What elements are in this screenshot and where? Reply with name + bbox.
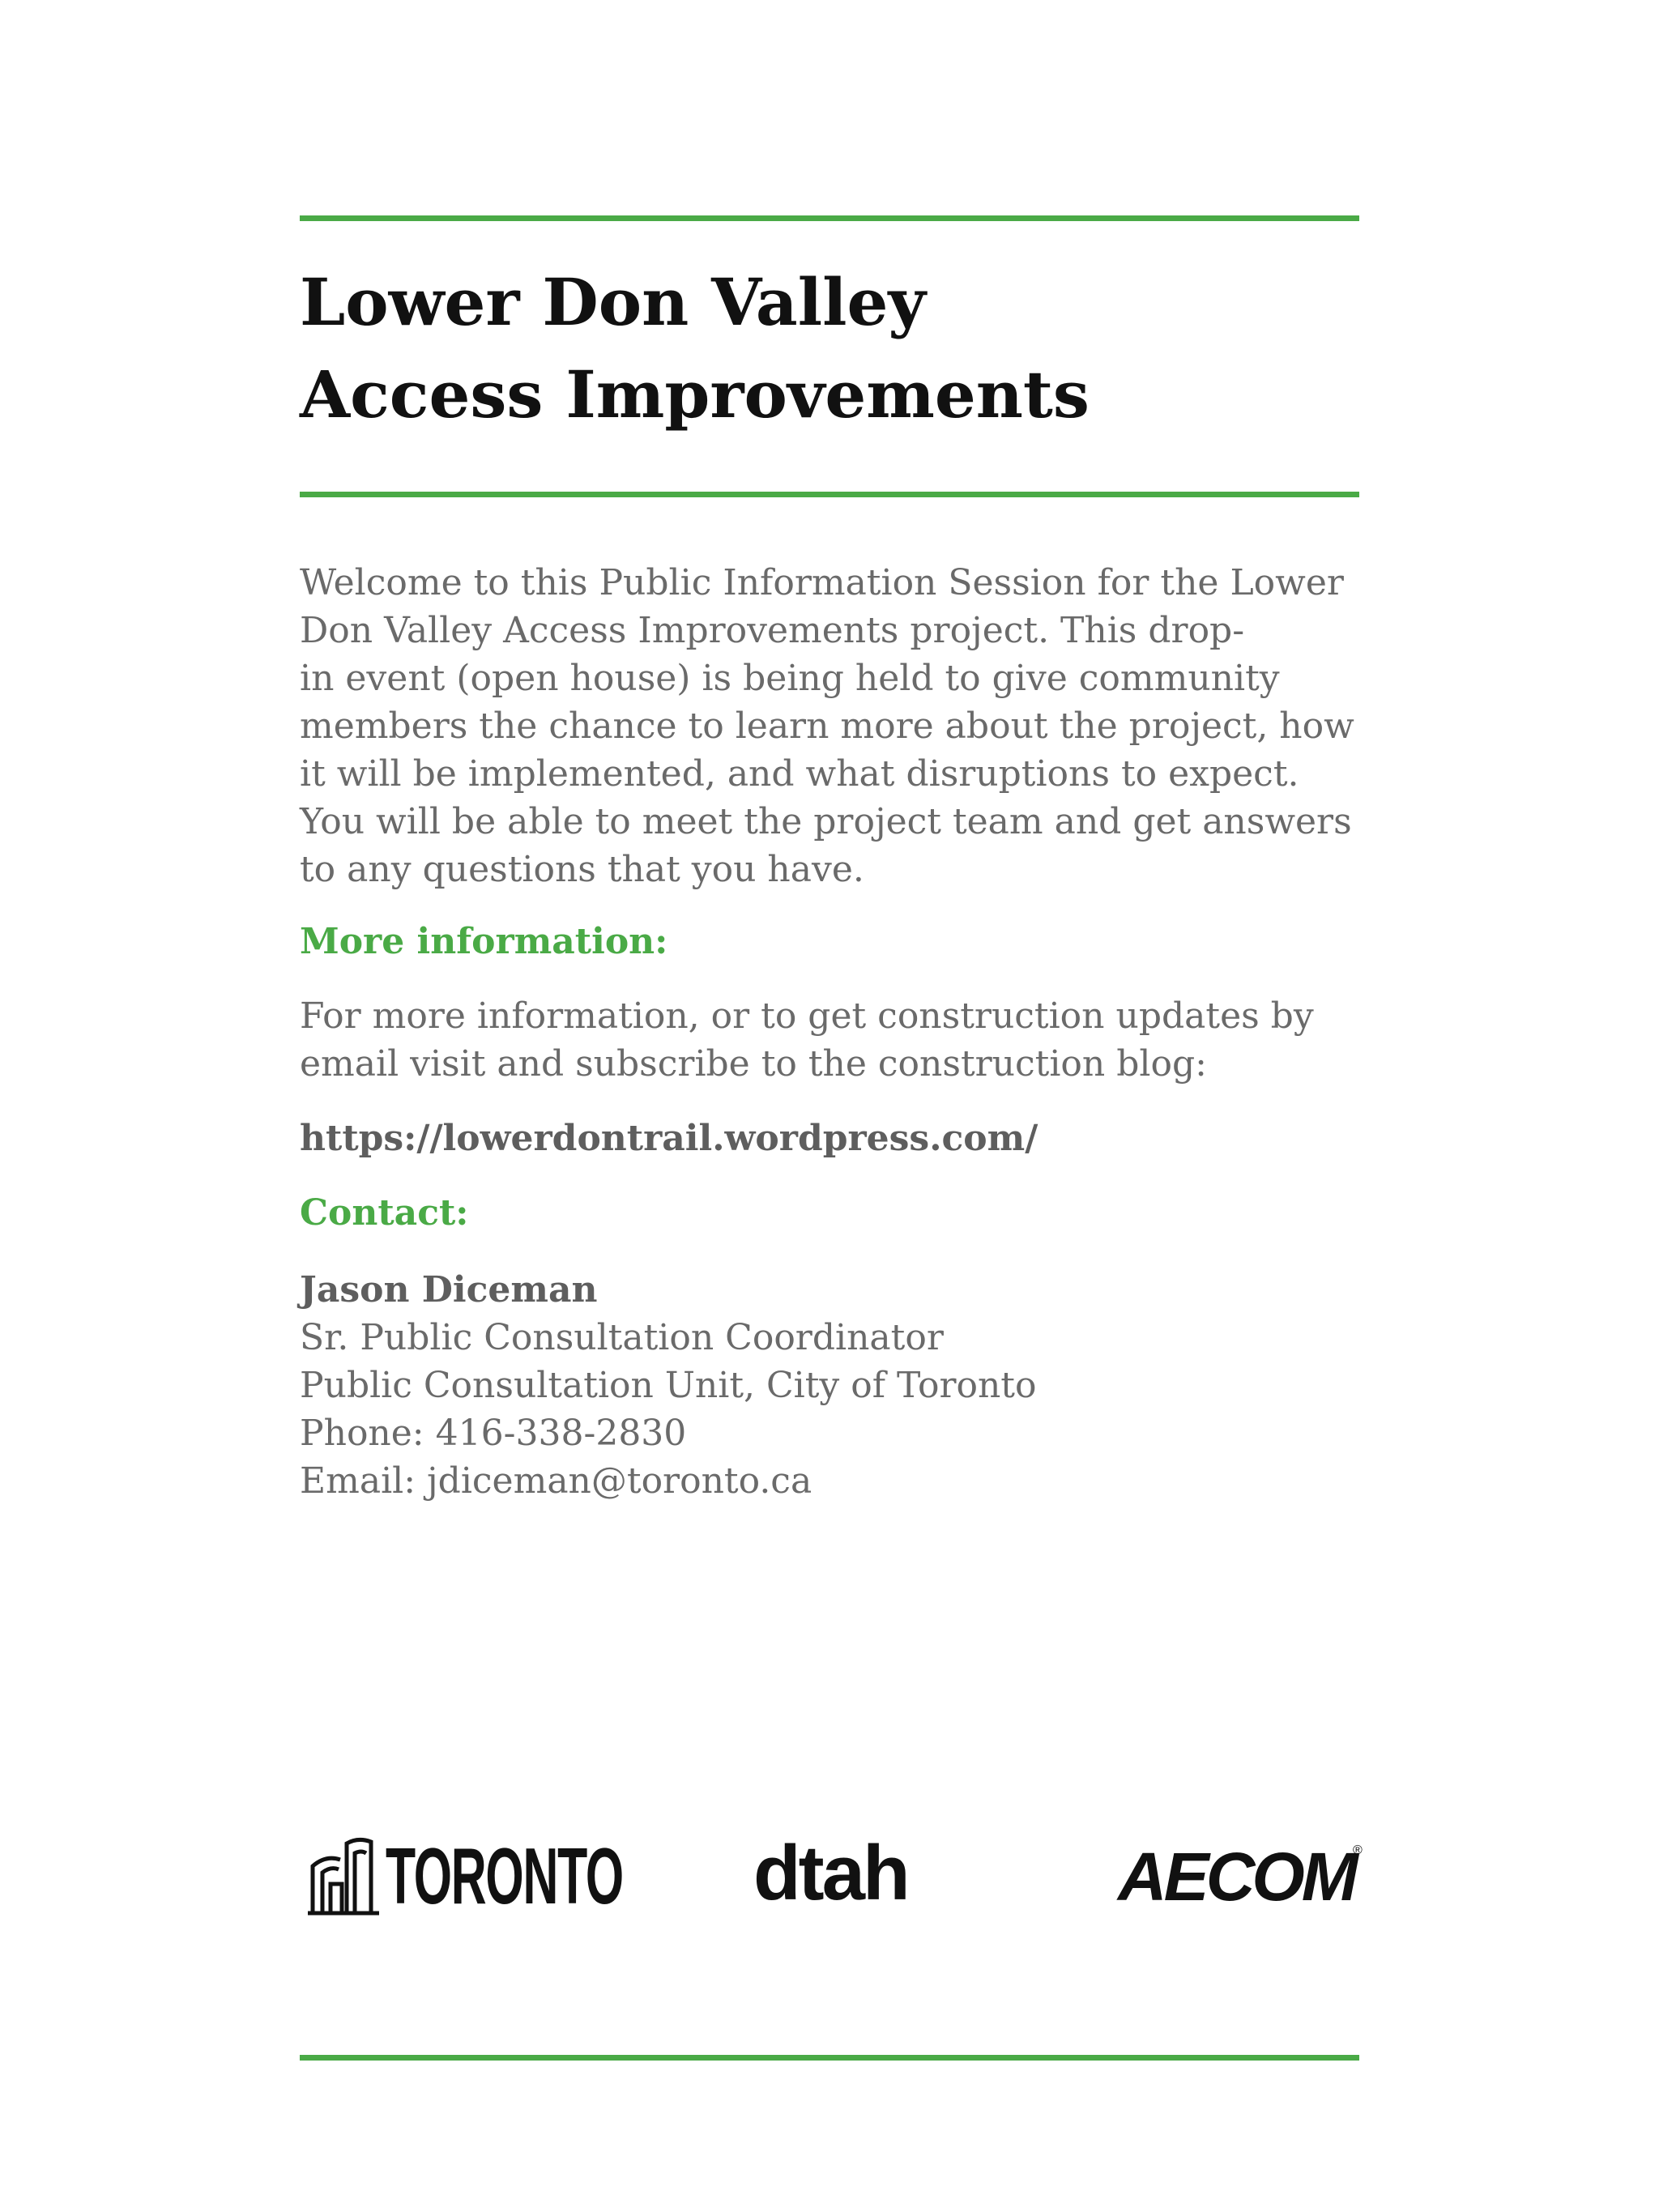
intro-line: it will be implemented, and what disruptions to expect. (300, 753, 1299, 795)
main-content (300, 559, 1369, 1505)
contact-unit: Public Consultation Unit, City of Toronto (300, 1365, 1037, 1406)
intro-line: members the chance to learn more about the project, how (300, 705, 1354, 747)
toronto-city-hall-icon (308, 1835, 381, 1916)
more-information-text (300, 992, 1369, 1088)
contact-heading: Contact: (300, 1192, 469, 1234)
contact-role: Sr. Public Consultation Coordinator (300, 1317, 944, 1358)
dtah-logo: dtah (753, 1830, 908, 1916)
city-of-toronto-logo (308, 1831, 623, 1920)
contact-name: Jason Diceman (300, 1269, 598, 1311)
partner-logos (300, 1831, 1369, 1928)
blog-url-link[interactable]: https://lowerdontrail.wordpress.com/ (300, 1118, 1038, 1159)
title-line-1: Lower Don Valley (300, 264, 926, 340)
intro-line: in event (open house) is being held to give community (300, 658, 1280, 699)
aecom-logo (1118, 1840, 1369, 1913)
more-information-heading: More information: (300, 921, 668, 962)
contact-email[interactable]: Email: jdiceman@toronto.ca (300, 1460, 812, 1502)
contact-phone: Phone: 416-338-2830 (300, 1413, 687, 1454)
registered-mark-icon: ® (1353, 1843, 1363, 1857)
toronto-wordmark: TORONTO (386, 1831, 623, 1920)
more-info-line: For more information, or to get construction updates by (300, 995, 1314, 1037)
aecom-wordmark: AECOM (1118, 1839, 1355, 1915)
contact-details (300, 1266, 1369, 1505)
page-title (300, 256, 1359, 441)
top-green-rule (300, 215, 1359, 221)
intro-line: to any questions that you have. (300, 849, 864, 890)
bottom-green-rule (300, 2055, 1359, 2061)
intro-line: You will be able to meet the project team and get answers (300, 801, 1352, 842)
title-line-2: Access Improvements (300, 356, 1090, 433)
intro-line: Welcome to this Public Information Session for the Lower (300, 562, 1344, 603)
more-info-line: email visit and subscribe to the construction blog: (300, 1043, 1207, 1085)
intro-line: Don Valley Access Improvements project. This drop- (300, 610, 1245, 651)
intro-paragraph (300, 559, 1369, 893)
title-divider-rule (300, 492, 1359, 497)
